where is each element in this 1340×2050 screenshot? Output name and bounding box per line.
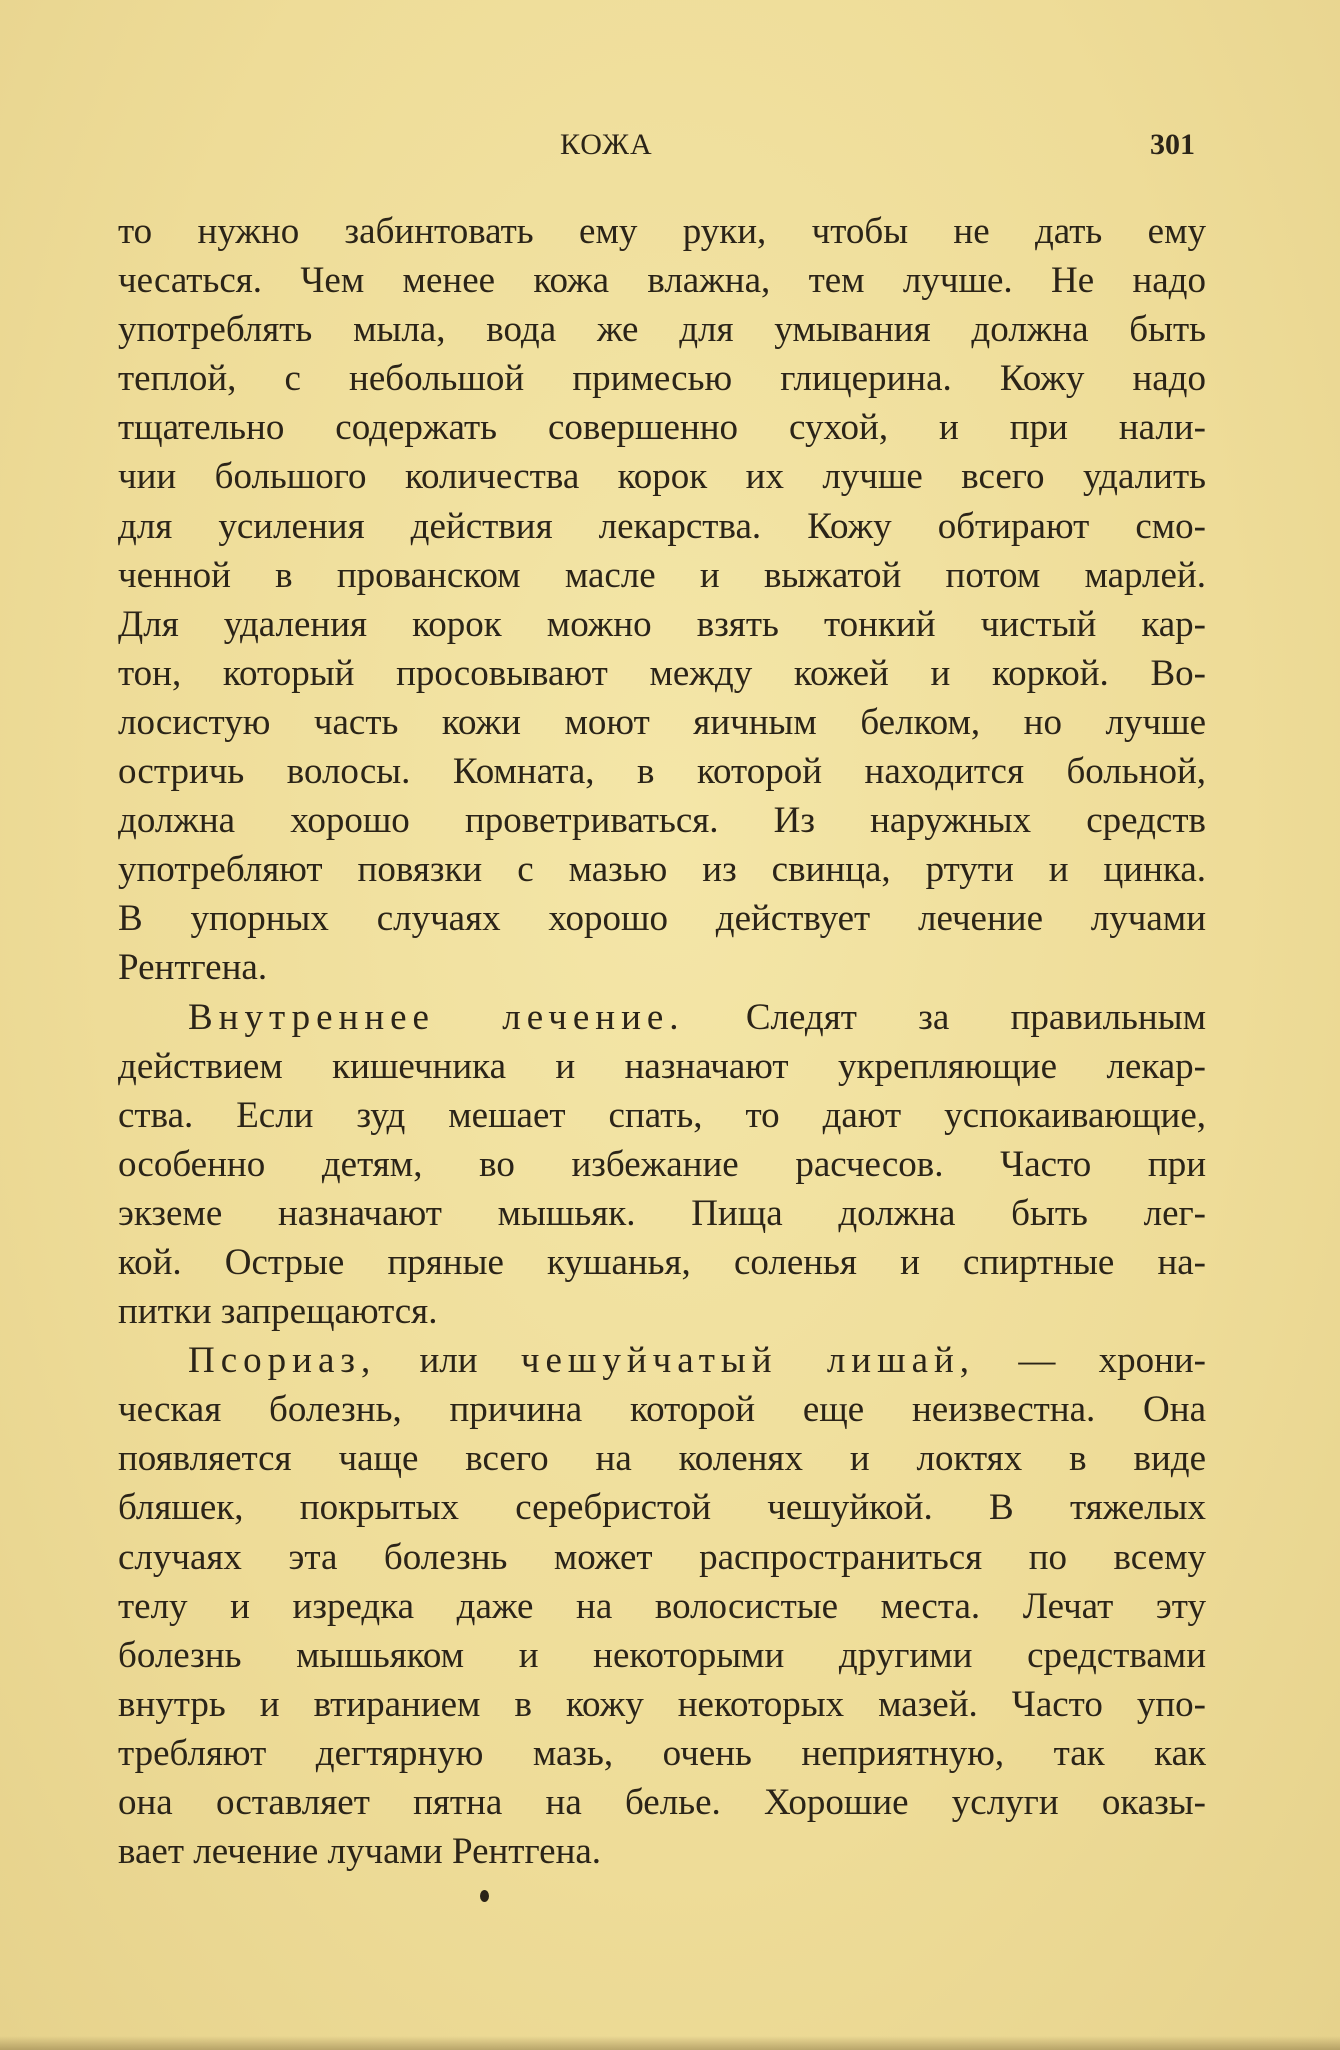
text-line: она оставляет пятна на белье. Хорошие услуги оказы- [118,1782,1206,1823]
text-line: Для удаления корок можно взять тонкий чистый кар- [118,603,1206,645]
text-line: ческая болезнь, причина которой еще неизвестна. Она [118,1389,1206,1431]
text-line: употреблять мыла, вода же для умывания должна быть [118,309,1206,351]
text-line: требляют дегтярную мазь, очень неприятную, так как [118,1732,1206,1774]
text-line: В упорных случаях хорошо действует лечение лучами [118,898,1206,940]
text-line: вает лечение лучами Рентгена. [118,1831,602,1873]
text-line: для усиления действия лекарства. Кожу обтирают смо- [118,505,1206,547]
text-line: бляшек, покрытых серебристой чешуйкой. В тяжелых [118,1487,1206,1529]
heading-psoriasis: Псориаз, [188,1340,377,1382]
text-line: Рентгена. [118,947,268,989]
text-line: чии большого количества корок их лучше всего удалить [118,456,1206,498]
text-line: остричь волосы. Комната, в которой находится больной, [118,751,1206,793]
text-line: лосистую часть кожи моют яичным белком, но лучше [118,701,1206,743]
text-line: кой. Острые пряные кушанья, соленья и спиртные на- [118,1241,1206,1283]
page-bottom-edge [0,2036,1340,2050]
ink-dot [480,1890,489,1902]
text-line: появляется чаще всего на коленях и локтях в виде [118,1438,1206,1480]
heading-internal-treatment: Внутреннее лечение. [188,996,685,1038]
text-line: внутрь и втиранием в кожу некоторых мазей. Часто упо- [118,1683,1206,1725]
text-line: особенно детям, во избежание расчесов. Часто при [118,1143,1206,1185]
paragraph-internal-treatment-first-line [118,993,1206,1042]
running-head [0,128,1340,168]
text-line: употребляют повязки с мазью из свинца, ртути и цинка. [118,849,1206,891]
text-line: болезнь мышьяком и некоторыми другими средствами [118,1634,1206,1676]
text-line: действием кишечника и назначают укрепляющие лекар- [118,1045,1206,1087]
page-number: 301 [1150,128,1195,161]
text-line: телу и изредка даже на волосистые места. Лечат эту [118,1585,1206,1627]
text-line-fragment: или [419,1340,478,1382]
text-line: тон, который просовывают между кожей и коркой. Во- [118,652,1206,694]
paragraph-psoriasis-first-line [118,1336,1206,1385]
text-line: то нужно забинтовать ему руки, чтобы не дать ему [118,211,1206,252]
heading-scaly-lichen: чешуйчатый лишай, [520,1340,976,1382]
text-line: чесаться. Чем менее кожа влажна, тем лучше. Не надо [118,260,1206,302]
text-line: теплой, с небольшой примесью глицерина. Кожу надо [118,358,1206,400]
text-line: ченной в прованском масле и выжатой потом марлей. [118,554,1206,596]
running-title: КОЖА [560,128,653,161]
text-line: должна хорошо проветриваться. Из наружных средств [118,800,1206,842]
text-line: питки запрещаются. [118,1291,438,1333]
text-line-fragment: — хрони- [1018,1340,1207,1382]
body-text [118,207,1206,1876]
text-line: экземе назначают мышьяк. Пища должна быть лег- [118,1192,1206,1234]
text-line-fragment: Следят за правильным [745,996,1206,1038]
text-line: ства. Если зуд мешает спать, то дают успокаивающие, [118,1094,1206,1136]
text-line: тщательно содержать совершенно сухой, и при нали- [118,407,1206,449]
text-line: случаях эта болезнь может распространиться по всему [118,1536,1206,1578]
